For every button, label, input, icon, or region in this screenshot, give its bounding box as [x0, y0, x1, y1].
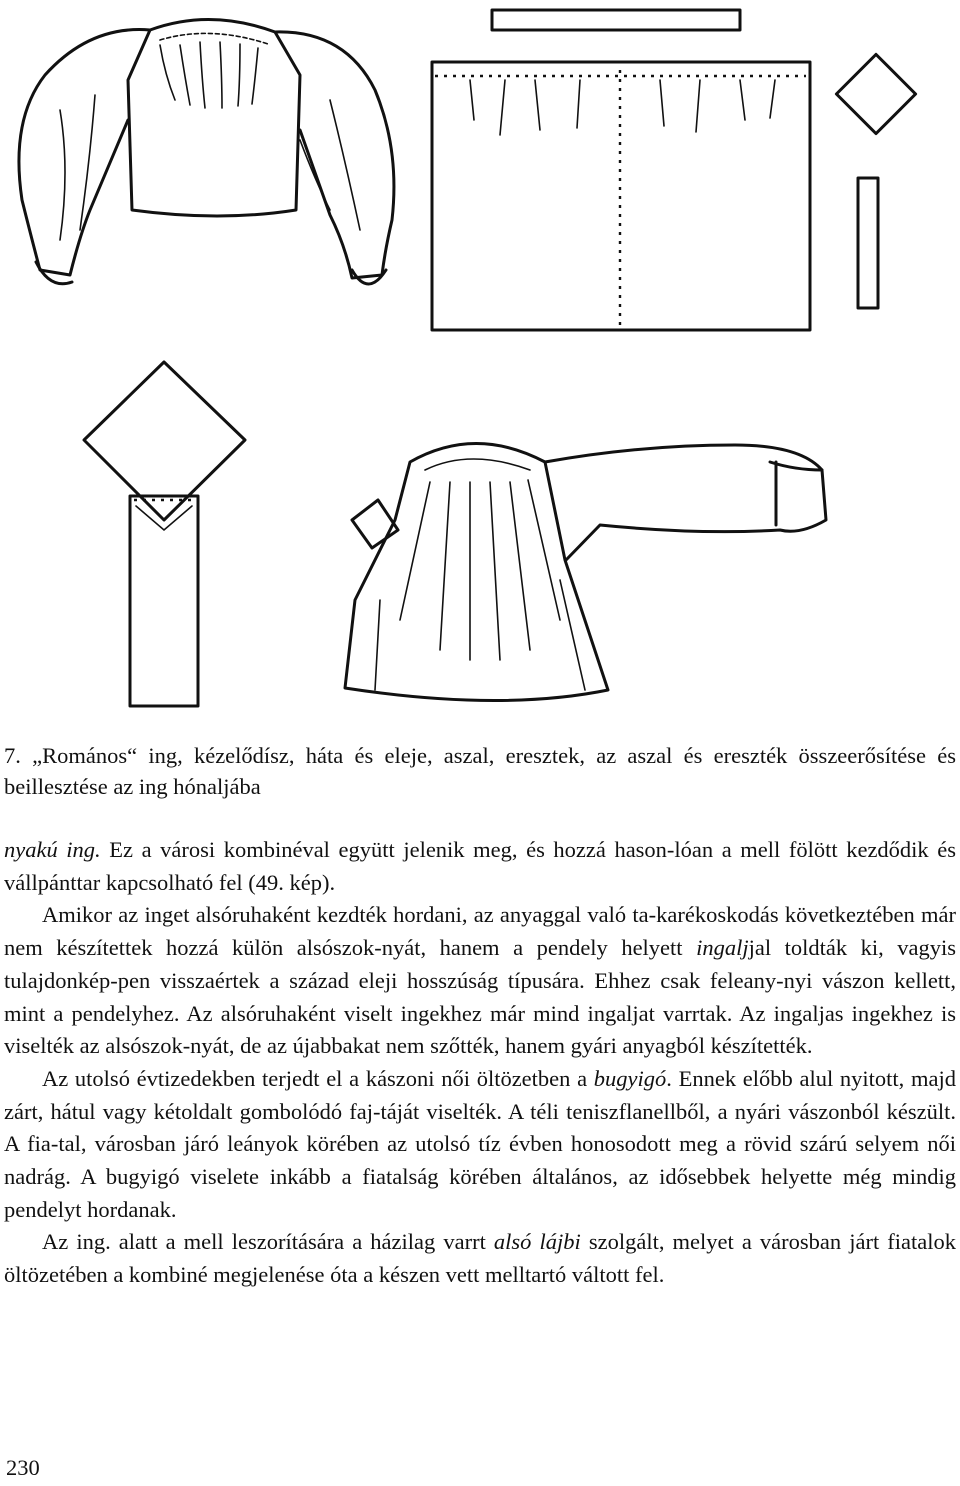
paragraph-4 [4, 1226, 956, 1291]
paragraph-text: Az utolsó évtizedekben terjedt el a kászoni női öltözetben a [42, 1065, 594, 1091]
paragraph-text: Ez a városi kombinéval együtt jelenik meg, és hozzá hason-lóan a mell fölött kezdődik és vállpánttar kapcsolható fel (49. kép). [4, 837, 956, 895]
garment-pattern-figure [0, 0, 960, 712]
page-number: 230 [6, 1455, 40, 1480]
blouse-front-drawing [19, 19, 394, 284]
neck-band-strip [492, 10, 740, 30]
italic-term: ingalj [696, 935, 749, 961]
blouse-assembled-drawing [345, 444, 826, 701]
paragraph-text: szolgált, melyet a városban járt fiatalok öltözetében a kombiné megjelenése óta a készen vett melltartó váltott fel. [4, 1229, 957, 1288]
small-square-gusset [836, 54, 915, 133]
paragraph-text: jal toldták ki, vagyis tulajdonkép-pen visszaértek a század eleji hosszúság típusára. Ehhez csak feleany-nyi vászon kellett, mint a pendelyhez. Az alsóruhaként viselt ingekhez már mind ingaljat varrtak. Az ingaljas ingekhez is viselték az alsószok-nyát, de az újabbakat nem szőtték, hanem gyári anyagból készítették. [4, 935, 956, 1059]
paragraph-1 [4, 834, 956, 899]
paragraph-text: Az ing. alatt a mell leszorítására a házilag varrt [42, 1229, 494, 1255]
italic-term: bugyigó [593, 1065, 667, 1091]
paragraph-text: . Ennek előbb alul nyitott, majd zárt, hátul vagy kétoldalt gombolódó faj-táját viselték. A téli teniszflanellből, a nyári vászonból készült. A fia-tal, városban járó leányok körében az utolsó tíz évben honosodott meg a rövid szárú selyem női nadrág. A bugyigó viselete inkább a fiatalság körében általános, az idősebbek helyette még mindig pendelyt hordanak. [4, 1065, 956, 1222]
narrow-strip [858, 178, 878, 308]
back-front-panel-drawing [432, 62, 810, 330]
figure-caption: 7. „Romános“ ing, kézelődísz, háta és eleje, aszal, eresztek, az aszal és ereszték összeerősítése és beillesztése az ing hónaljába [4, 743, 956, 799]
body-text [4, 834, 956, 1292]
paragraph-2 [4, 899, 956, 1063]
paragraph-text: Amikor az inget alsóruhaként kezdték hordani, az anyaggal való ta-karékoskodás következtében már nem készítettek hozzá külön alsószok-nyát, hanem a pendely helyett [4, 902, 956, 961]
italic-term: nyakú ing. [4, 837, 101, 862]
diamond-gusset-and-panel [84, 362, 245, 706]
paragraph-3 [4, 1063, 956, 1227]
italic-term: alsó lájbi [493, 1229, 581, 1255]
